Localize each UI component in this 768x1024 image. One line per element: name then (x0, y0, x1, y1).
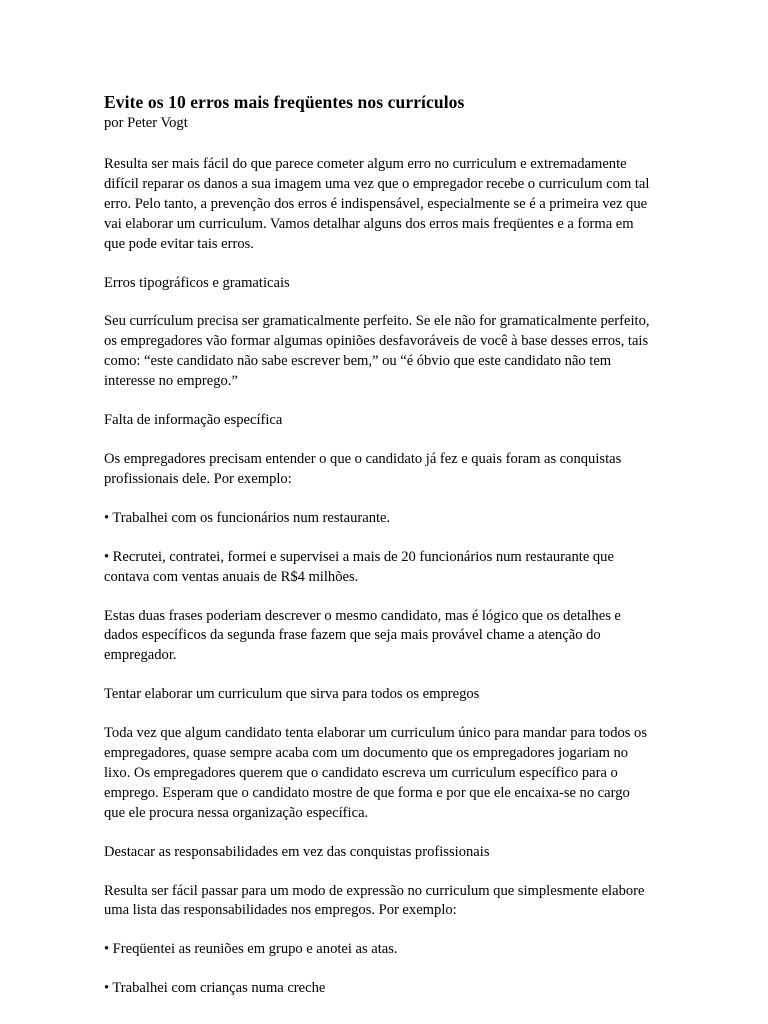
paragraph-two-phrases: Estas duas frases poderiam descrever o mesmo candidato, mas é lógico que os detalhes e dados específicos da segunda frase fazem que seja mais provável chame a atenção do empregador. (104, 607, 621, 664)
section-heading-typographic-errors: Erros tipográficos e gramaticais (104, 274, 290, 291)
byline: por Peter Vogt (104, 115, 188, 131)
section-heading-responsibilities-vs-achievements: Destacar as responsabilidades em vez das conquistas profissionais (104, 843, 490, 860)
paragraph-grammar: Seu currículum precisa ser gramaticalmente perfeito. Se ele não for gramaticalmente perfeito, os empregadores vão formar algumas opiniões desfavoráveis de você à base desses erros, tais como: “este candidato não sabe escrever bem,” ou “é óbvio que este candidato não tem interesse no emprego.” (104, 313, 650, 390)
list-item: • Trabalhei com os funcionários num restaurante. (104, 509, 391, 526)
document-body (104, 92, 654, 999)
section-heading-lack-of-specific-info: Falta de informação específica (104, 412, 283, 429)
paragraph-responsibilities-list: Resulta ser fácil passar para um modo de expressão no curriculum que simplesmente elabore uma lista das responsabilidades nos empregos. Por exemplo: (104, 882, 645, 919)
paragraph-generic-resume: Toda vez que algum candidato tenta elaborar um curriculum único para mandar para todos os empregadores, quase sempre acaba com um documento que os empregadores jogariam no lixo. Os empregadores querem que o candidato escreva um curriculum específico para o emprego. Esperam que o candidato mostre de que forma e por que ele encaixa-se no cargo que ele procura nessa organização específica. (104, 725, 648, 821)
paragraph-intro: Resulta ser mais fácil do que parece cometer algum erro no curriculum e extremadamente difícil reparar os danos a sua imagem uma vez que o empregador recebe o curriculum com tal erro. Pelo tanto, a prevenção dos erros é indispensável, especialmente se é a primeira vez que vai elaborar um curriculum. Vamos detalhar alguns dos erros mais freqüentes e a forma em que pode evitar tais erros. (104, 156, 650, 252)
list-item: • Trabalhei com crianças numa creche (104, 980, 326, 997)
list-item: • Recrutei, contratei, formei e supervisei a mais de 20 funcionários num restaurante que contava com ventas anuais de R$4 milhões. (104, 548, 614, 585)
paragraph-employers-understand: Os empregadores precisam entender o que o candidato já fez e quais foram as conquistas profissionais dele. Por exemplo: (104, 450, 622, 487)
section-heading-one-size-fits-all: Tentar elaborar um curriculum que sirva para todos os empregos (104, 686, 480, 703)
page-title: Evite os 10 erros mais freqüentes nos currículos (104, 92, 465, 112)
list-item: • Freqüentei as reuniões em grupo e anotei as atas. (104, 941, 398, 958)
